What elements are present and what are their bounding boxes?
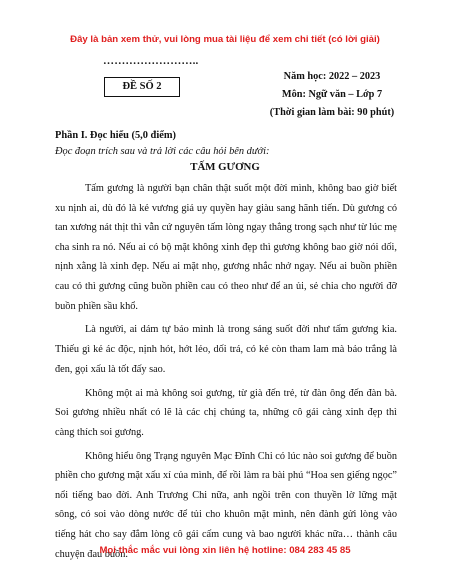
passage-paragraph: Là người, ai dám tự bảo mình là trong sáng suốt đời như tấm gương kia. Thiếu gì kẻ ác độc, nịnh hót, hớt lẻo, dối trá, có kẻ còn tham lam mà bảo trắng là đen, gọi xấu là tốt đấy sao. — [55, 324, 397, 375]
school-year: Năm học: 2022 – 2023 — [283, 71, 381, 82]
dotted-line: …………………….. — [103, 55, 199, 67]
duration-line: (Thời gian làm bài: 90 phút) — [269, 107, 395, 118]
passage-paragraph: Không một ai mà không soi gương, từ già đến trẻ, từ đàn ông đến đàn bà. Soi gương nhiều nhất có lẽ là các chị chúng ta, những cô gái càng xinh đẹp thì càng thích soi gương. — [55, 387, 397, 438]
preview-notice-banner: Đây là bản xem thử, vui lòng mua tài liệu để xem chi tiết (có lời giải) — [70, 34, 380, 45]
hotline-banner: Mọi thắc mắc vui lòng xin liên hệ hotline: 084 283 45 85 — [99, 545, 351, 556]
passage-paragraph: Không hiểu ông Trạng nguyên Mạc Đĩnh Chi có lúc nào soi gương để buồn phiền cho gương mặt xấu xí của mình, để rồi làm ra bài phú “Hoa sen giếng ngọc” nổi tiếng bao đời. Anh Trương Chi nữa, anh ngồi trên con thuyền lờ lững mặt sông, có soi vào dòng nước để tủi cho khuôn mặt mình, nên đành gửi lòng vào tiếng hát cho say đắm lòng cô gái cấm cung và bao người khác nữa… thành câu chuyện đau buồn. — [55, 450, 397, 560]
part-heading: Phần I. Đọc hiểu (5,0 điểm) — [55, 130, 176, 141]
instruction-line: Đọc đoạn trích sau và trả lời các câu hỏi bên dưới: — [55, 146, 270, 157]
passage-body — [55, 179, 397, 568]
exam-number-box: ĐỀ SỐ 2 — [104, 77, 180, 97]
passage-title: TẤM GƯƠNG — [190, 161, 260, 173]
passage-paragraph: Tấm gương là người bạn chân thật suốt một đời mình, không bao giờ biết xu nịnh ai, dù đó là kẻ vương giả uy quyền hay giàu sang hãnh tiến. Dù gương có tan xương nát thịt thì vẫn cứ nguyên tấm lòng ngay thẳng trong sạch như từ lúc mẹ cha sinh ra nó. Nếu ai có bộ mặt không xinh đẹp thì gương không bao giờ nói dối, nịnh xằng là xinh đẹp. Nếu ai mặt nhọ, gương nhắc nhở ngay. Nếu ai buồn phiền cau có thì gương cũng buồn phiền cau có theo như để an ủi, sẻ chia cho người đỡ buồn phiền sầu khổ. — [55, 183, 397, 312]
subject-line: Môn: Ngữ văn – Lớp 7 — [281, 89, 383, 100]
